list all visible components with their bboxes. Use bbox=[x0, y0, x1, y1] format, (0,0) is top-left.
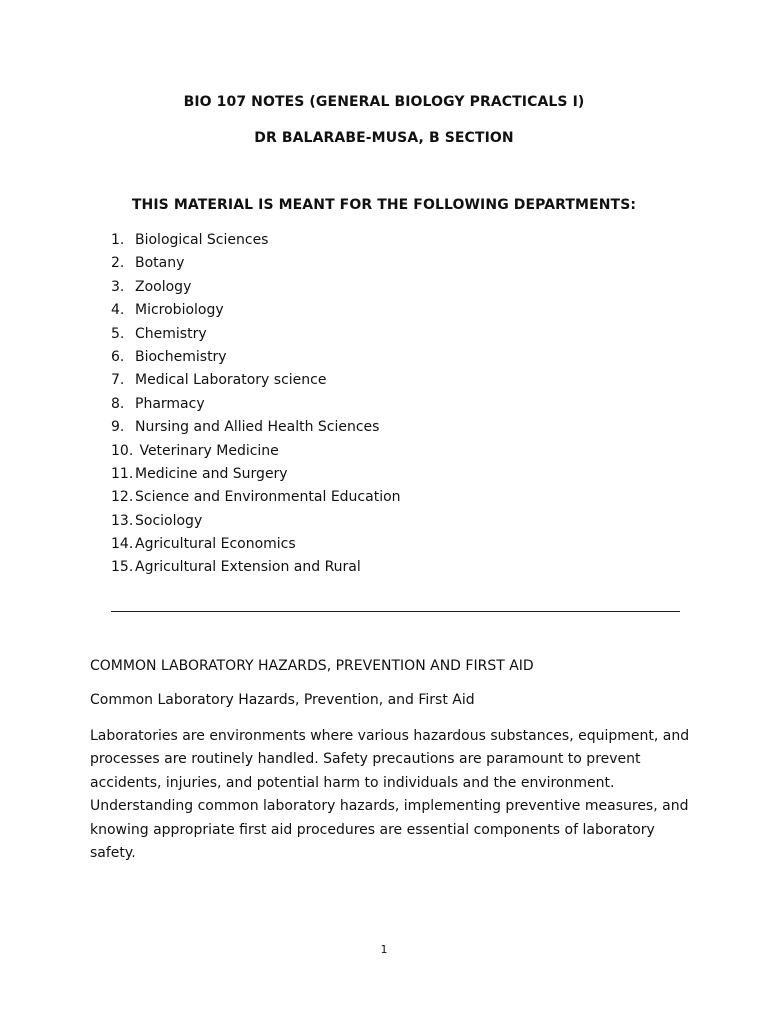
department-list bbox=[111, 229, 401, 580]
department-name: Sociology bbox=[135, 512, 203, 529]
list-item bbox=[111, 486, 401, 509]
page-number: 1 bbox=[380, 943, 388, 956]
list-item bbox=[111, 393, 401, 416]
department-name: Zoology bbox=[135, 278, 192, 295]
list-item bbox=[111, 533, 401, 556]
document-title: BIO 107 NOTES (GENERAL BIOLOGY PRACTICALS I) bbox=[183, 94, 585, 110]
department-name: Microbiology bbox=[135, 302, 224, 319]
list-item bbox=[111, 369, 401, 392]
department-name: Agricultural Economics bbox=[135, 536, 296, 553]
department-name: Pharmacy bbox=[135, 395, 205, 412]
paragraph-line: accidents, injuries, and potential harm to individuals and the environment. bbox=[90, 774, 615, 791]
paragraph-line: safety. bbox=[90, 845, 136, 862]
section-heading: COMMON LABORATORY HAZARDS, PREVENTION AND FIRST AID bbox=[90, 658, 534, 674]
horizontal-divider bbox=[111, 611, 680, 612]
list-item bbox=[111, 416, 401, 439]
list-number: 5. bbox=[111, 325, 125, 342]
list-number: 4. bbox=[111, 302, 125, 319]
paragraph-line: Laboratories are environments where various hazardous substances, equipment, and bbox=[90, 728, 690, 744]
list-item bbox=[111, 440, 401, 463]
paragraph-line: knowing appropriate first aid procedures are essential components of laboratory bbox=[90, 821, 655, 838]
list-item bbox=[111, 323, 401, 346]
list-number: 3. bbox=[111, 278, 125, 295]
department-name: Science and Environmental Education bbox=[135, 489, 401, 506]
department-name: Agricultural Extension and Rural bbox=[135, 559, 361, 576]
department-name: Nursing and Allied Health Sciences bbox=[135, 419, 380, 436]
department-name: Medicine and Surgery bbox=[135, 465, 288, 482]
paragraph-line: Understanding common laboratory hazards, implementing preventive measures, and bbox=[90, 798, 689, 815]
list-item bbox=[111, 229, 401, 252]
author-line: DR BALARABE-MUSA, B SECTION bbox=[254, 130, 514, 146]
paragraph-line: processes are routinely handled. Safety precautions are paramount to prevent bbox=[90, 751, 641, 768]
list-item bbox=[111, 510, 401, 533]
list-number: 11. bbox=[111, 465, 134, 482]
list-number: 1. bbox=[111, 232, 125, 248]
list-number: 9. bbox=[111, 419, 125, 436]
department-name: Medical Laboratory science bbox=[135, 372, 327, 389]
list-number: 7. bbox=[111, 372, 125, 389]
list-number: 8. bbox=[111, 395, 125, 412]
list-item bbox=[111, 556, 401, 579]
department-name: Biological Sciences bbox=[135, 232, 269, 248]
list-item bbox=[111, 299, 401, 322]
list-number: 13. bbox=[111, 512, 134, 529]
list-number: 12. bbox=[111, 489, 134, 506]
department-name: Veterinary Medicine bbox=[135, 442, 279, 459]
list-number: 6. bbox=[111, 348, 125, 365]
department-name: Biochemistry bbox=[135, 348, 227, 365]
list-item bbox=[111, 276, 401, 299]
section-subheading: Common Laboratory Hazards, Prevention, and First Aid bbox=[90, 692, 475, 708]
department-name: Botany bbox=[135, 255, 185, 272]
list-number: 14. bbox=[111, 536, 134, 553]
list-number: 2. bbox=[111, 255, 125, 272]
department-name: Chemistry bbox=[135, 325, 207, 342]
list-item bbox=[111, 252, 401, 275]
list-item bbox=[111, 346, 401, 369]
audience-heading: THIS MATERIAL IS MEANT FOR THE FOLLOWING DEPARTMENTS: bbox=[131, 197, 637, 213]
list-number: 15. bbox=[111, 559, 134, 576]
body-paragraph bbox=[90, 725, 690, 865]
list-item bbox=[111, 463, 401, 486]
list-number: 10. bbox=[111, 442, 134, 459]
